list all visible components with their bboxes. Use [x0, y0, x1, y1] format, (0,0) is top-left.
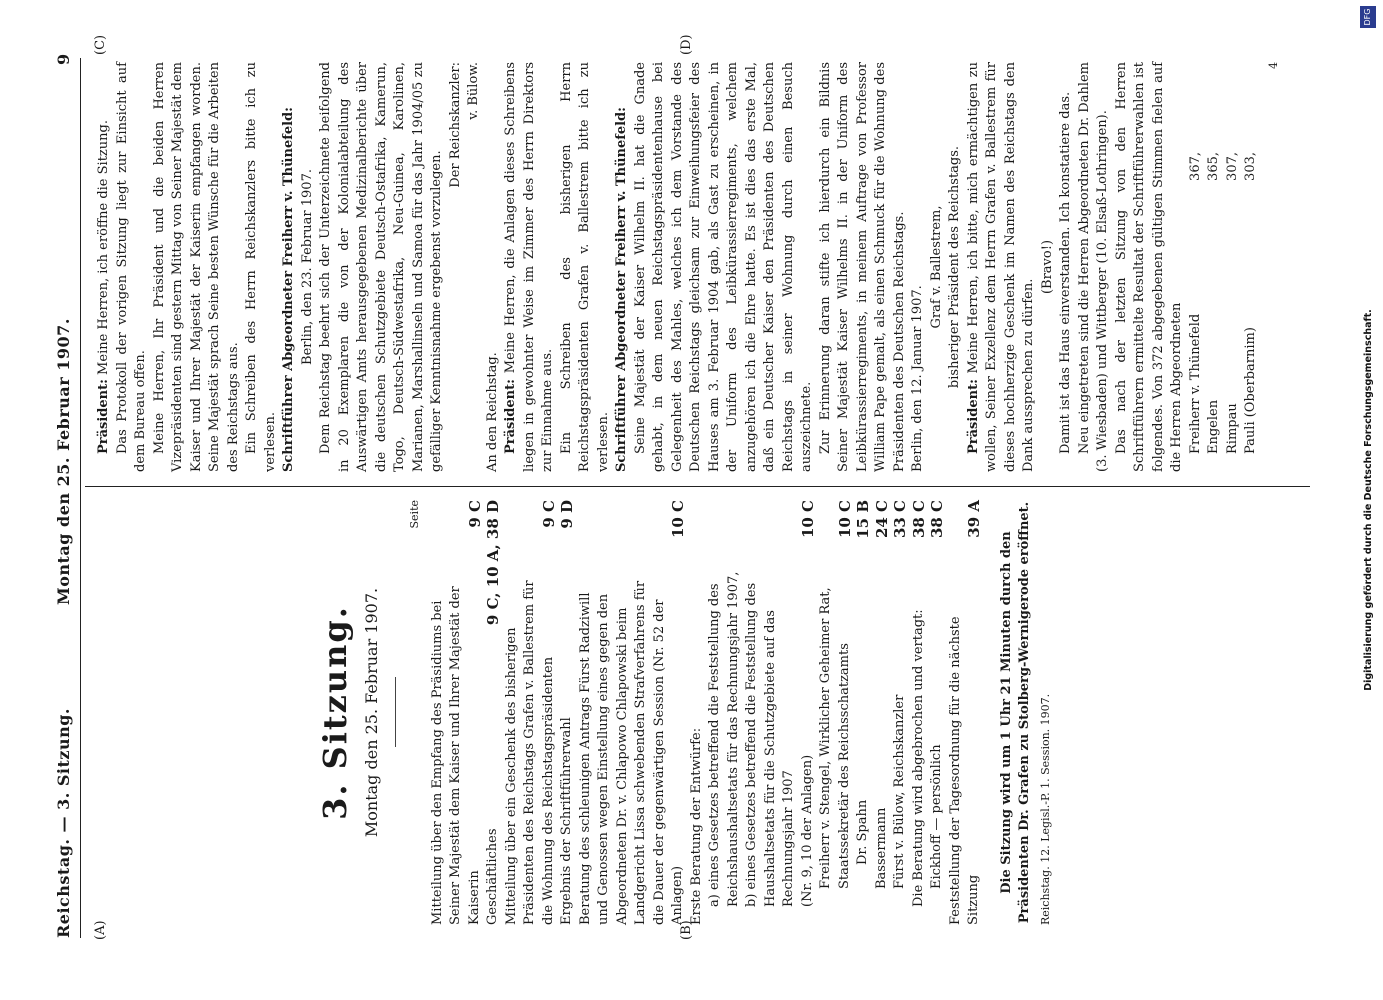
- toc-entry-text: (Nr. 9, 10 der Anlagen): [799, 754, 815, 907]
- paragraph: [243, 62, 280, 472]
- paragraph: [946, 62, 965, 472]
- toc-entry-page: 38 C: [928, 500, 946, 539]
- toc-entry-page: 38 C: [909, 500, 928, 539]
- paragraph: [1113, 62, 1187, 472]
- toc-entry-page: 24 C: [872, 500, 891, 539]
- column-divider: [85, 486, 1310, 487]
- toc-row: [688, 500, 707, 925]
- toc-entry-page: 9 D: [558, 500, 576, 529]
- session-date: Montag den 25. Februar 1907.: [362, 587, 381, 838]
- paragraph-text: Meine Herren, ich eröffne die Sitzung.: [96, 120, 111, 375]
- toc-row: [910, 500, 929, 925]
- paragraph-text: Dem Reichstag beehrt sich der Unterzeichnete beifolgend in 20 Exemplaren die von der Kolonialabteilung des Auswärtigen Amts herausgegebenen Medizinalberichte über die deutschen Schutzgebiete Deutsch-Ostafrika, Kamerun, Togo, Deutsch-Südwestafrika, Neu-Guinea, Karolinen, Marianen, Marshallinseln und Samoa für das Jahr 1904/05 zu gefälliger Kenntnisnahme ergebenst vorzulegen.: [318, 62, 444, 472]
- paragraph-text: Berlin, den 23. Februar 1907.: [299, 169, 315, 365]
- paragraph-text: Zur Erinnerung daran stifte ich hierdurch ein Bildnis Seiner Majestät Kaiser Wilhelms II. in der Uniform des Leibkürassierregiments, in meinem Auftrage von Professor William Pape gemalt, als einen Schmuck für die Wohnung des Präsidenten des Deutschen Reichstags.: [817, 62, 907, 472]
- toc-row: [429, 500, 485, 925]
- toc-row: [854, 500, 873, 925]
- toc-entry-page: 9 C: [465, 500, 484, 528]
- paragraph-text: Meine Herren, die Anlagen dieses Schreibens liegen in gewohnter Weise im Zimmer des Herrn Direktors zur Einnahme aus.: [503, 62, 555, 472]
- paragraph-text: Graf v. Ballestrem,: [928, 205, 944, 329]
- session-title: 3. Sitzung.: [316, 605, 354, 820]
- speaker-label: Präsident:: [96, 379, 111, 454]
- toc-entry-page: 10 C: [835, 500, 854, 539]
- paragraph-text: Neu eingetreten sind die Herren Abgeordneten Dr. Dahlem (3. Wiesbaden) und Wittberger (10. Elsaß-Lothringen).: [1076, 62, 1110, 472]
- toc-row: [558, 500, 577, 925]
- dfg-logo: DFG: [1360, 6, 1376, 28]
- paragraph-text: Ein Schreiben des bisherigen Herrn Reichstagspräsidenten Grafen v. Ballestrem bitte ich zu verlesen.: [558, 62, 611, 472]
- paragraph: [280, 62, 299, 472]
- digitization-notice-text: Digitalisierung gefördert durch die Deutsche Forschungsgemeinschaft.: [1363, 309, 1374, 691]
- vote-row: [1187, 152, 1206, 454]
- toc-row: [817, 500, 854, 925]
- paragraph-text: Berlin, den 12. Januar 1907.: [910, 285, 925, 472]
- toc-entry-text: Fürst v. Bülow, Reichskanzler: [892, 694, 907, 889]
- toc-entry-text: Mitteilung über den Empfang des Präsidiums bei Seiner Majestät dem Kaiser und Ihrer Majestät der Kaiserin: [429, 586, 482, 925]
- vote-name: Freiherr v. Thünefeld: [1187, 313, 1203, 454]
- paragraph: [114, 62, 151, 472]
- vote-count: 307,: [1224, 152, 1240, 181]
- toc-row: [873, 500, 892, 925]
- toc-entry-text: Mitteilung über ein Geschenk des bisherigen Präsidenten des Reichstags Grafen v. Ballestrem für die Wohnung des Reichstagspräsidenten: [503, 580, 556, 925]
- header-center: Montag den 25. Februar 1907.: [54, 318, 73, 605]
- margin-mark-b: (B): [679, 920, 694, 940]
- table-of-contents: [429, 500, 984, 925]
- vote-count: 365,: [1206, 152, 1221, 181]
- toc-entry-page: 9 C, 10 A, 38 D: [484, 500, 502, 626]
- toc-entry-page: 9 C: [539, 500, 558, 528]
- paragraph: [317, 62, 447, 472]
- vote-count: 303,: [1243, 152, 1258, 181]
- paragraph: [502, 62, 558, 472]
- margin-mark-d: (D): [679, 34, 694, 55]
- paragraph-text: v. Bülow.: [466, 62, 481, 120]
- footer-legislature: Reichstag. 12. Legisl.-P. 1. Session. 1907.: [1038, 693, 1052, 925]
- vote-count: 367,: [1187, 152, 1203, 181]
- toc-row: [799, 500, 818, 925]
- toc-row: [503, 500, 559, 925]
- paragraph: [1039, 62, 1058, 472]
- vote-name: Engelen: [1206, 399, 1221, 454]
- vote-row: [1242, 152, 1261, 454]
- toc-entry-text: Feststellung der Tagesordnung für die nächste Sitzung: [947, 616, 981, 925]
- toc-row: [891, 500, 910, 925]
- toc-entry-text: Erste Beratung der Entwürfe:: [688, 727, 704, 925]
- proceedings-text: [95, 62, 1187, 472]
- paragraph-text: Meine Herren, Ihr Präsident und die beiden Herren Vizepräsidenten sind gestern Mittag von Seiner Majestät dem Kaiser und Ihrer Majestät der Kaiserin empfangen worden. Seine Majestät sprach Seine besten Wünsche für die Arbeiten des Reichstags aus.: [151, 62, 241, 472]
- paragraph-text: Das Protokoll der vorigen Sitzung liegt zur Einsicht auf dem Bureau offen.: [114, 62, 148, 472]
- paragraph: [1057, 62, 1076, 472]
- speaker-label: Schriftführer Abgeordneter Freiherr v. Thünefeld:: [281, 107, 296, 472]
- vote-row: [1205, 152, 1224, 454]
- paragraph-text: bisheriger Präsident des Reichstags.: [947, 145, 962, 389]
- footer-mark: 4: [1266, 62, 1280, 69]
- header-rule: [80, 58, 81, 938]
- toc-entry-page: 39 A: [965, 500, 983, 538]
- speaker-label: Schriftführer Abgeordneter Freiherr v. Thünefeld:: [614, 107, 629, 472]
- toc-row: [928, 500, 947, 925]
- paragraph-text: Das nach der letzten Sitzung von den Herren Schriftführern ermittelte Resultat der Schriftführerwahlen ist folgendes. Von 372 abgegebenen gültigen Stimmen fielen auf die Herren Abgeordneten: [1113, 62, 1184, 472]
- vote-list: [1187, 62, 1261, 472]
- toc-row: [706, 500, 743, 925]
- paragraph-text: Der Reichskanzler:: [447, 62, 463, 188]
- paragraph: [613, 62, 632, 472]
- toc-row: [947, 500, 984, 925]
- paragraph: [632, 62, 817, 472]
- page-number: 9: [54, 53, 73, 65]
- toc-entry-text: b) eines Gesetzes betreffend die Feststellung des Haushaltsetats für die Schutzgebiete auf das Rechnungsjahr 1907: [744, 582, 796, 907]
- paragraph: [1076, 62, 1113, 472]
- paragraph: [928, 62, 947, 472]
- paragraph-text: (Bravo!): [1039, 239, 1055, 295]
- toc-entry-text: Die Beratung wird abgebrochen und vertagt:: [910, 609, 926, 907]
- toc-row: [743, 500, 799, 925]
- paragraph: [447, 62, 466, 472]
- digitization-notice: [1355, 0, 1383, 1000]
- paragraph: [484, 62, 503, 472]
- title-rule: [395, 678, 396, 748]
- paragraph: [465, 62, 484, 472]
- toc-entry-page: 10 C: [669, 500, 687, 539]
- paragraph: [95, 62, 114, 472]
- margin-mark-a: (A): [93, 920, 108, 940]
- toc-entry-text: Geschäftliches: [485, 828, 500, 925]
- closing-statement: Die Sitzung wird um 1 Uhr 21 Minuten durch den Präsidenten Dr. Grafen zu Stolberg-Wernigerode eröffnet.: [998, 501, 1032, 924]
- paragraph-text: Ein Schreiben des Herrn Reichskanzlers bitte ich zu verlesen.: [244, 62, 278, 472]
- toc-row: [484, 500, 503, 925]
- seite-label: Seite: [408, 500, 421, 529]
- toc-entry-text: Dr. Spahn: [855, 799, 870, 865]
- toc-entry-page: 15 B: [854, 500, 872, 539]
- right-column: [95, 62, 1283, 472]
- toc-entry-text: Beratung des schleunigen Antrags Fürst Radziwill und Genossen wegen Einstellung eines gegen den Abgeordneten Dr. v. Chlapowo Chlapowski beim Landgericht Lissa schwebenden Strafverfahrens für die Dauer der gegenwärtigen Session (Nr. 52 der Anlagen): [577, 580, 685, 925]
- paragraph: [151, 62, 244, 472]
- paragraph-text: Seine Majestät der Kaiser Wilhelm II. hat die Gnade gehabt, in dem neuen Reichstagspräsidentenhause bei Gelegenheit des Mahles, welches ich dem Vorstande des Deutschen Reichstags gleichsam zur Einweihungsfeier des Hauses am 3. Februar 1904 gab, als Gast zu erscheinen, in der Uniform des Leibkürassierregiments, welchem anzugehören ich die Ehre hatte. Es ist dies das erste Mal, daß ein Deutscher Kaiser den Präsidenten des Deutschen Reichstags in seiner Wohnung durch einen Besuch auszeichnete.: [632, 62, 814, 472]
- toc-entry-page: 33 C: [891, 500, 909, 539]
- left-column: [95, 500, 1055, 925]
- speaker-label: Präsident:: [965, 379, 981, 454]
- paragraph: [558, 62, 614, 472]
- paragraph-text: An den Reichstag.: [484, 352, 500, 472]
- toc-entry-text: Bassermann: [873, 807, 889, 889]
- vote-name: Pauli (Oberbarnim): [1243, 327, 1258, 454]
- toc-entry-text: Ergebnis der Schriftführerwahl: [559, 717, 574, 925]
- toc-entry-text: Eickhoff — persönlich: [929, 744, 944, 889]
- paragraph: [909, 62, 928, 472]
- paragraph: [965, 62, 1039, 472]
- paragraph-text: Damit ist das Haus einverstanden. Ich konstatiere das.: [1058, 91, 1073, 454]
- paragraph-text: Meine Herren, ich bitte, mich ermächtigen zu wollen, Seiner Exzellenz dem Herrn Grafen v. Ballestrem für dieses hochherzige Geschenk im Namen des Reichstags den Dank aussprechen zu dürfen.: [965, 61, 1036, 472]
- toc-entry-page: 10 C: [798, 500, 817, 539]
- margin-mark-c: (C): [93, 34, 108, 55]
- header-left: Reichstag. — 3. Sitzung.: [54, 708, 73, 938]
- toc-row: [577, 500, 688, 925]
- toc-entry-text: a) eines Gesetzes betreffend die Feststellung des Reichshaushaltsetats für das Rechnungsjahr 1907,: [707, 571, 741, 907]
- toc-entry-text: Freiherr v. Stengel, Wirklicher Geheimer Rat, Staatssekretär des Reichsschatzamts: [818, 587, 852, 889]
- paragraph: [299, 62, 318, 472]
- paragraph: [817, 62, 910, 472]
- vote-name: Rimpau: [1224, 403, 1240, 454]
- vote-row: [1224, 152, 1243, 454]
- speaker-label: Präsident:: [503, 379, 518, 454]
